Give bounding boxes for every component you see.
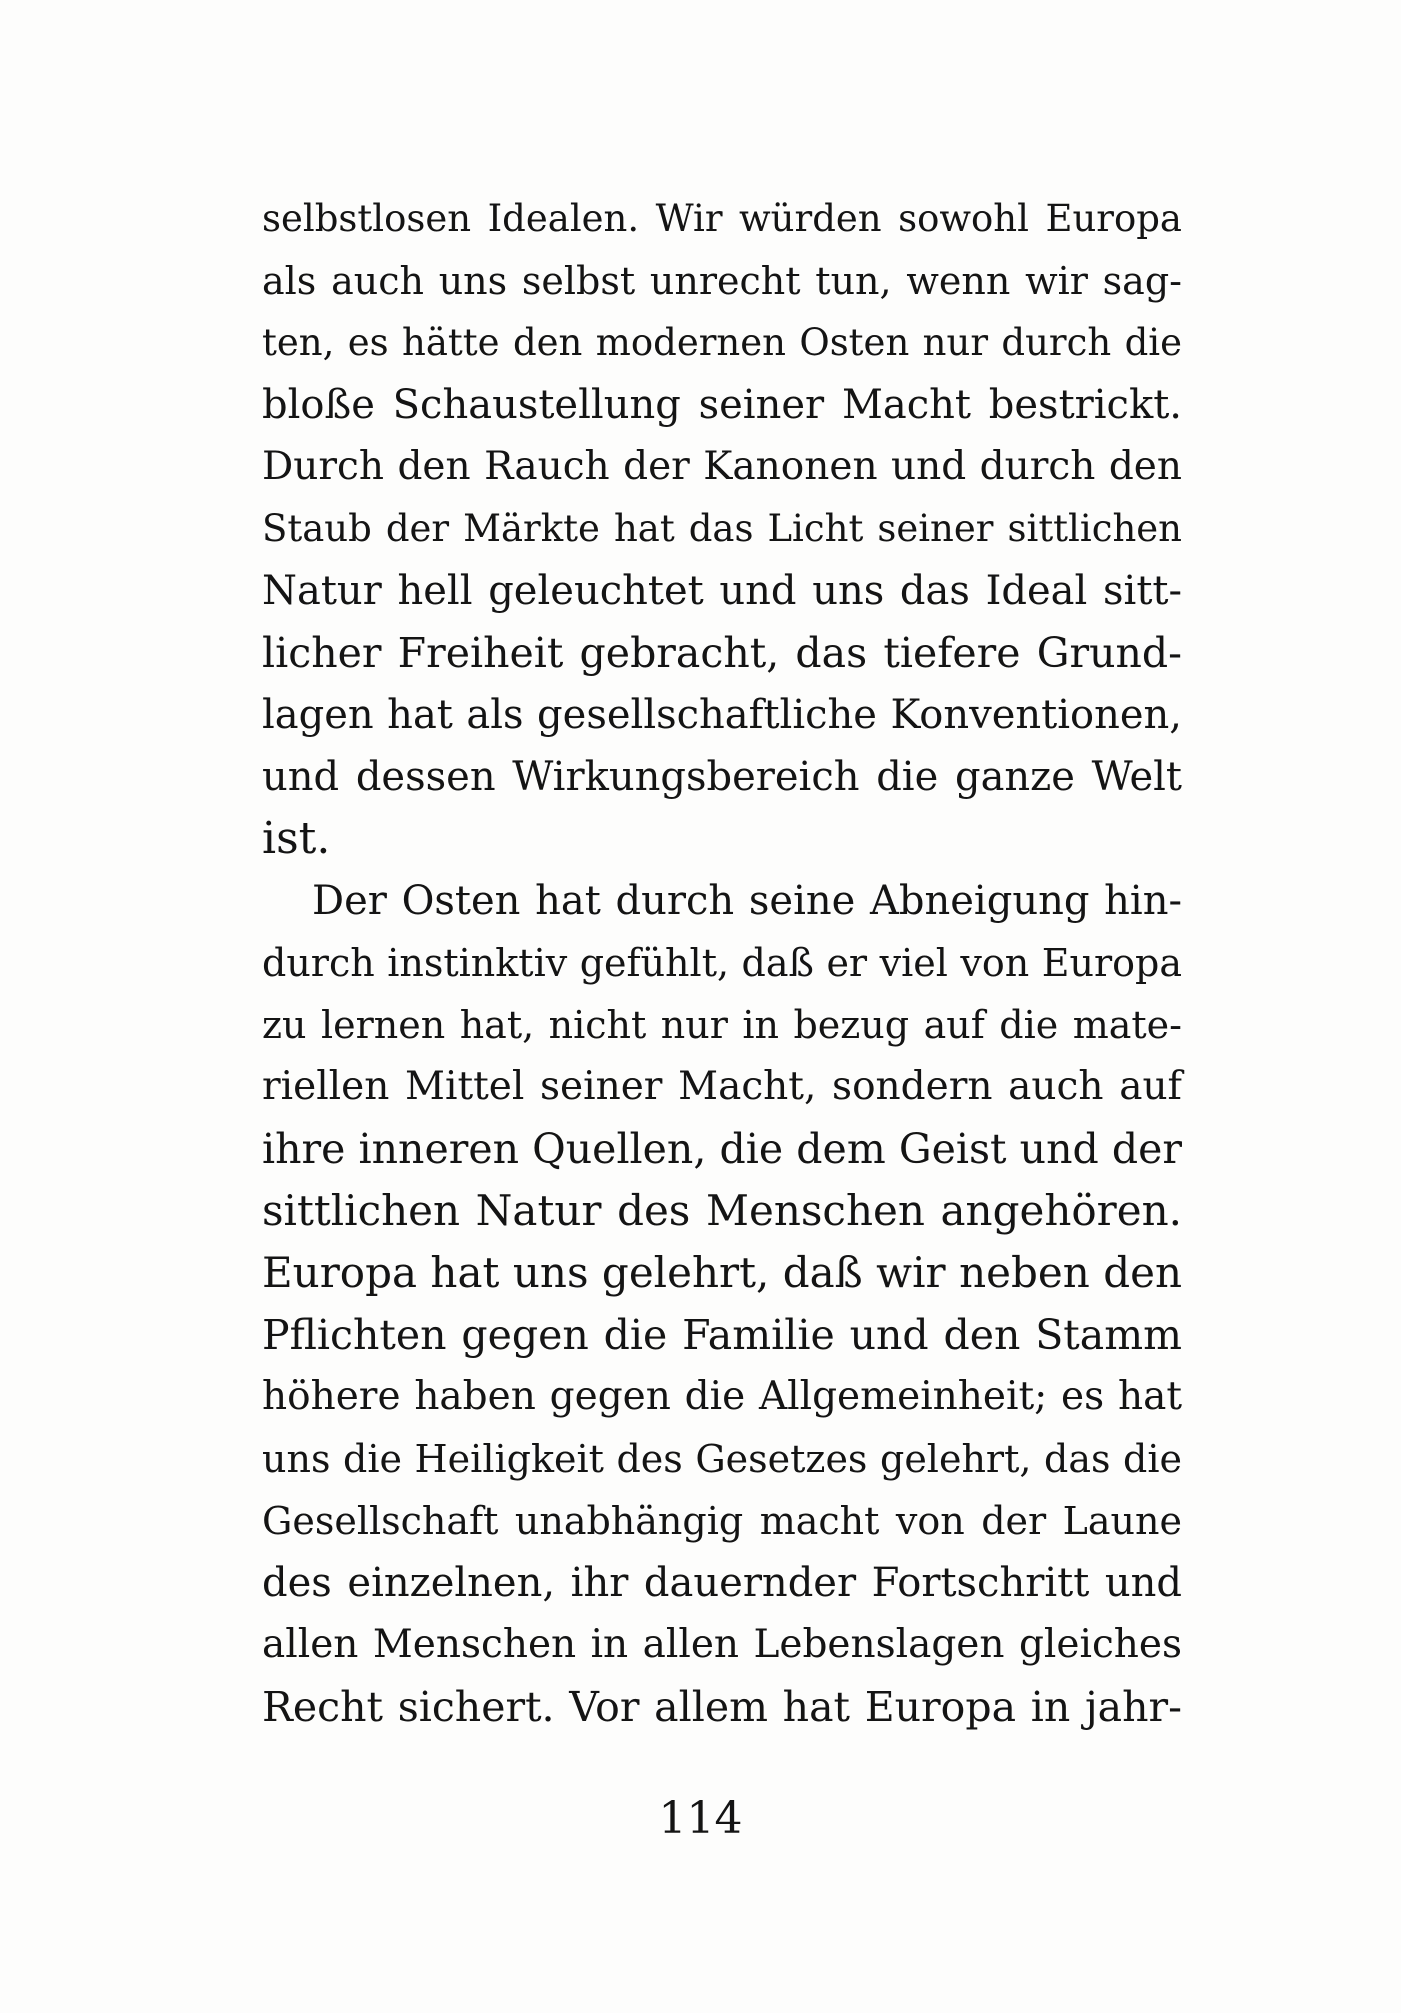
paragraph-1 [262, 188, 1182, 870]
text-line: lagen hat als gesellschaftliche Konventionen, [262, 692, 1182, 738]
text-line: Der Osten hat durch seine Abneigung hin- [312, 878, 1182, 924]
paragraph-2 [262, 870, 1182, 1738]
text-line: des einzelnen, ihr dauernder Fortschritt und [262, 1560, 1182, 1606]
text-line: Recht sichert. Vor allem hat Europa in jahr- [262, 1683, 1182, 1731]
text-line: allen Menschen in allen Lebenslagen gleiches [262, 1622, 1182, 1667]
text-line: ihre inneren Quellen, die dem Geist und der [262, 1125, 1182, 1173]
body-text [262, 188, 1182, 1738]
text-line: durch instinktiv gefühlt, daß er viel von Europa [262, 941, 1182, 985]
text-line: Pflichten gegen die Familie und den Stamm [262, 1311, 1182, 1359]
text-line: höhere haben gegen die Allgemeinheit; es hat [262, 1374, 1182, 1419]
text-line: ten, es hätte den modernen Osten nur durch die [262, 321, 1182, 364]
text-line: Europa hat uns gelehrt, daß wir neben den [262, 1248, 1182, 1297]
page-number: 114 [658, 1793, 743, 1844]
text-line: riellen Mittel seiner Macht, sondern auch auf [262, 1064, 1182, 1109]
text-line: und dessen Wirkungsbereich die ganze Welt [262, 754, 1182, 800]
text-line: uns die Heiligkeit des Gesetzes gelehrt, das die [262, 1437, 1182, 1481]
text-line: zu lernen hat, nicht nur in bezug auf die mate- [262, 1003, 1182, 1047]
text-line: Gesellschaft unabhängig macht von der Laune [262, 1499, 1182, 1543]
text-line: bloße Schaustellung seiner Macht bestrickt. [262, 382, 1182, 428]
text-line: Natur hell geleuchtet und uns das Ideal sitt- [262, 568, 1182, 614]
text-line: licher Freiheit gebracht, das tiefere Grund- [262, 629, 1182, 677]
text-line: Durch den Rauch der Kanonen und durch den [262, 444, 1182, 489]
text-line: selbstlosen Idealen. Wir würden sowohl Europa [262, 197, 1182, 240]
text-line: ist. [262, 813, 331, 864]
text-line: Staub der Märkte hat das Licht seiner sittlichen [262, 507, 1182, 550]
text-line: als auch uns selbst unrecht tun, wenn wir sag- [262, 259, 1182, 303]
text-line: sittlichen Natur des Menschen angehören. [262, 1186, 1182, 1235]
